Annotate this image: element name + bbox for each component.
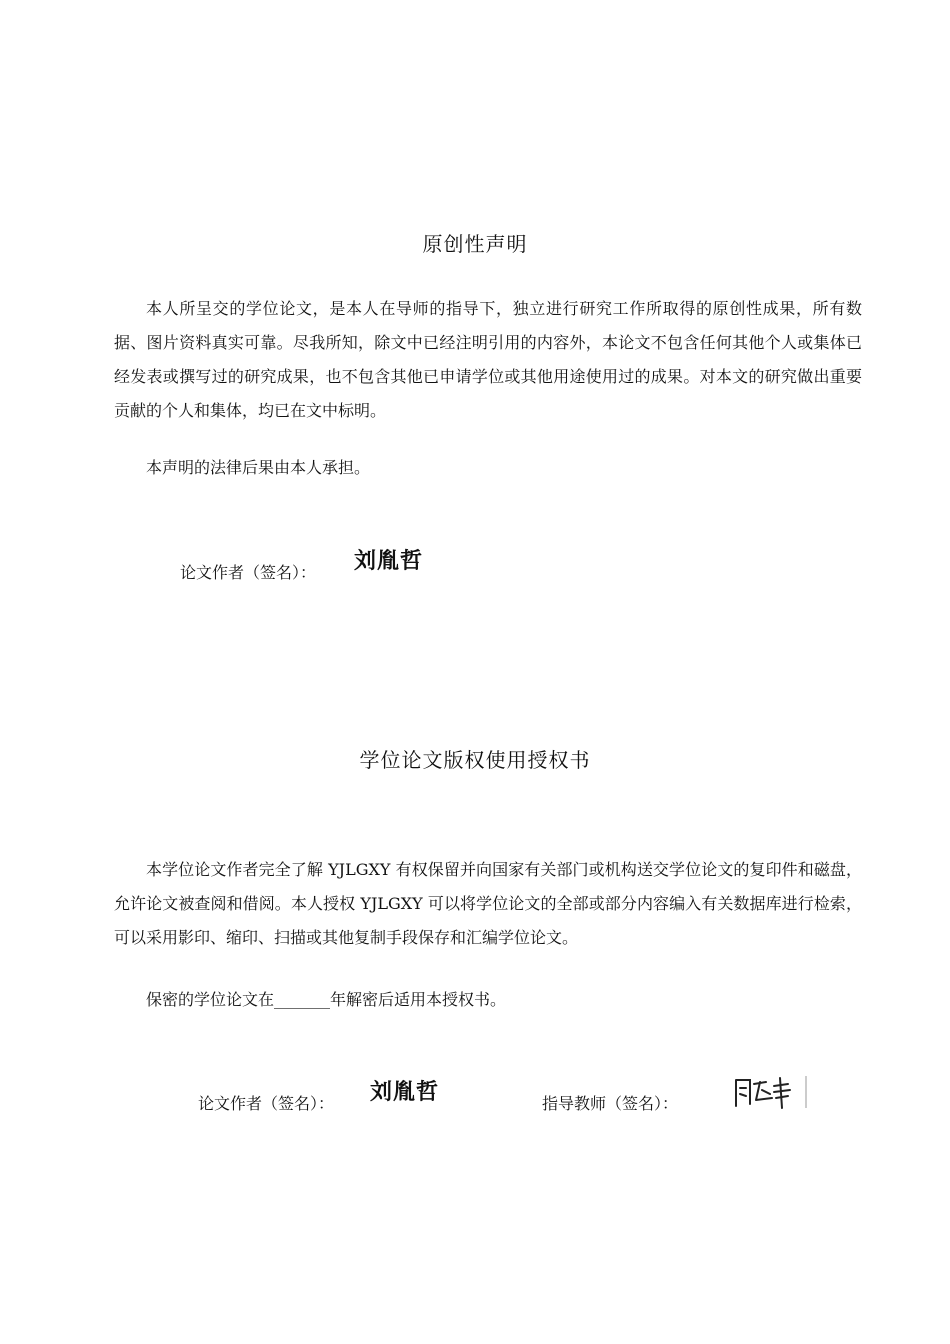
originality-title: 原创性声明 [422, 232, 528, 256]
originality-paragraph-2: 本声明的法律后果由本人承担。 [146, 458, 371, 477]
authorization-title: 学位论文版权使用授权书 [359, 748, 591, 772]
originality-author-label: 论文作者（签名）： [180, 563, 317, 582]
originality-paragraph-1: 本人所呈交的学位论文，是本人在导师的指导下，独立进行研究工作所取得的原创性成果，所有数据、图片资料真实可靠。尽我所知，除文中已经注明引用的内容外，本论文不包含任何其他个人或集体已经发表或撰写过的研究成果，也不包含其他已申请学位或其他用途使用过的成果。对本文的研究做出重要贡献的个人和集体，均已在文中标明。 [114, 299, 862, 420]
advisor-label: 指导教师（签名）： [542, 1094, 679, 1113]
advisor-handwritten-signature [730, 1074, 810, 1110]
originality-author-signature: 刘胤哲 [354, 549, 424, 574]
authorization-paragraph-2: 保密的学位论文在_______年解密后适用本授权书。 [146, 990, 507, 1009]
authorization-paragraph-1: 本学位论文作者完全了解 YJLGXY 有权保留并向国家有关部门或机构送交学位论文的复印件和磁盘，允许论文被查阅和借阅。本人授权 YJLGXY 可以将学位论文的全部或部分内容编入有关数据库进行检索，可以采用影印、缩印、扫描或其他复制手段保存和汇编学位论文。 [114, 860, 862, 947]
authorization-author-label: 论文作者（签名）： [198, 1094, 335, 1113]
authorization-author-signature: 刘胤哲 [370, 1080, 440, 1105]
